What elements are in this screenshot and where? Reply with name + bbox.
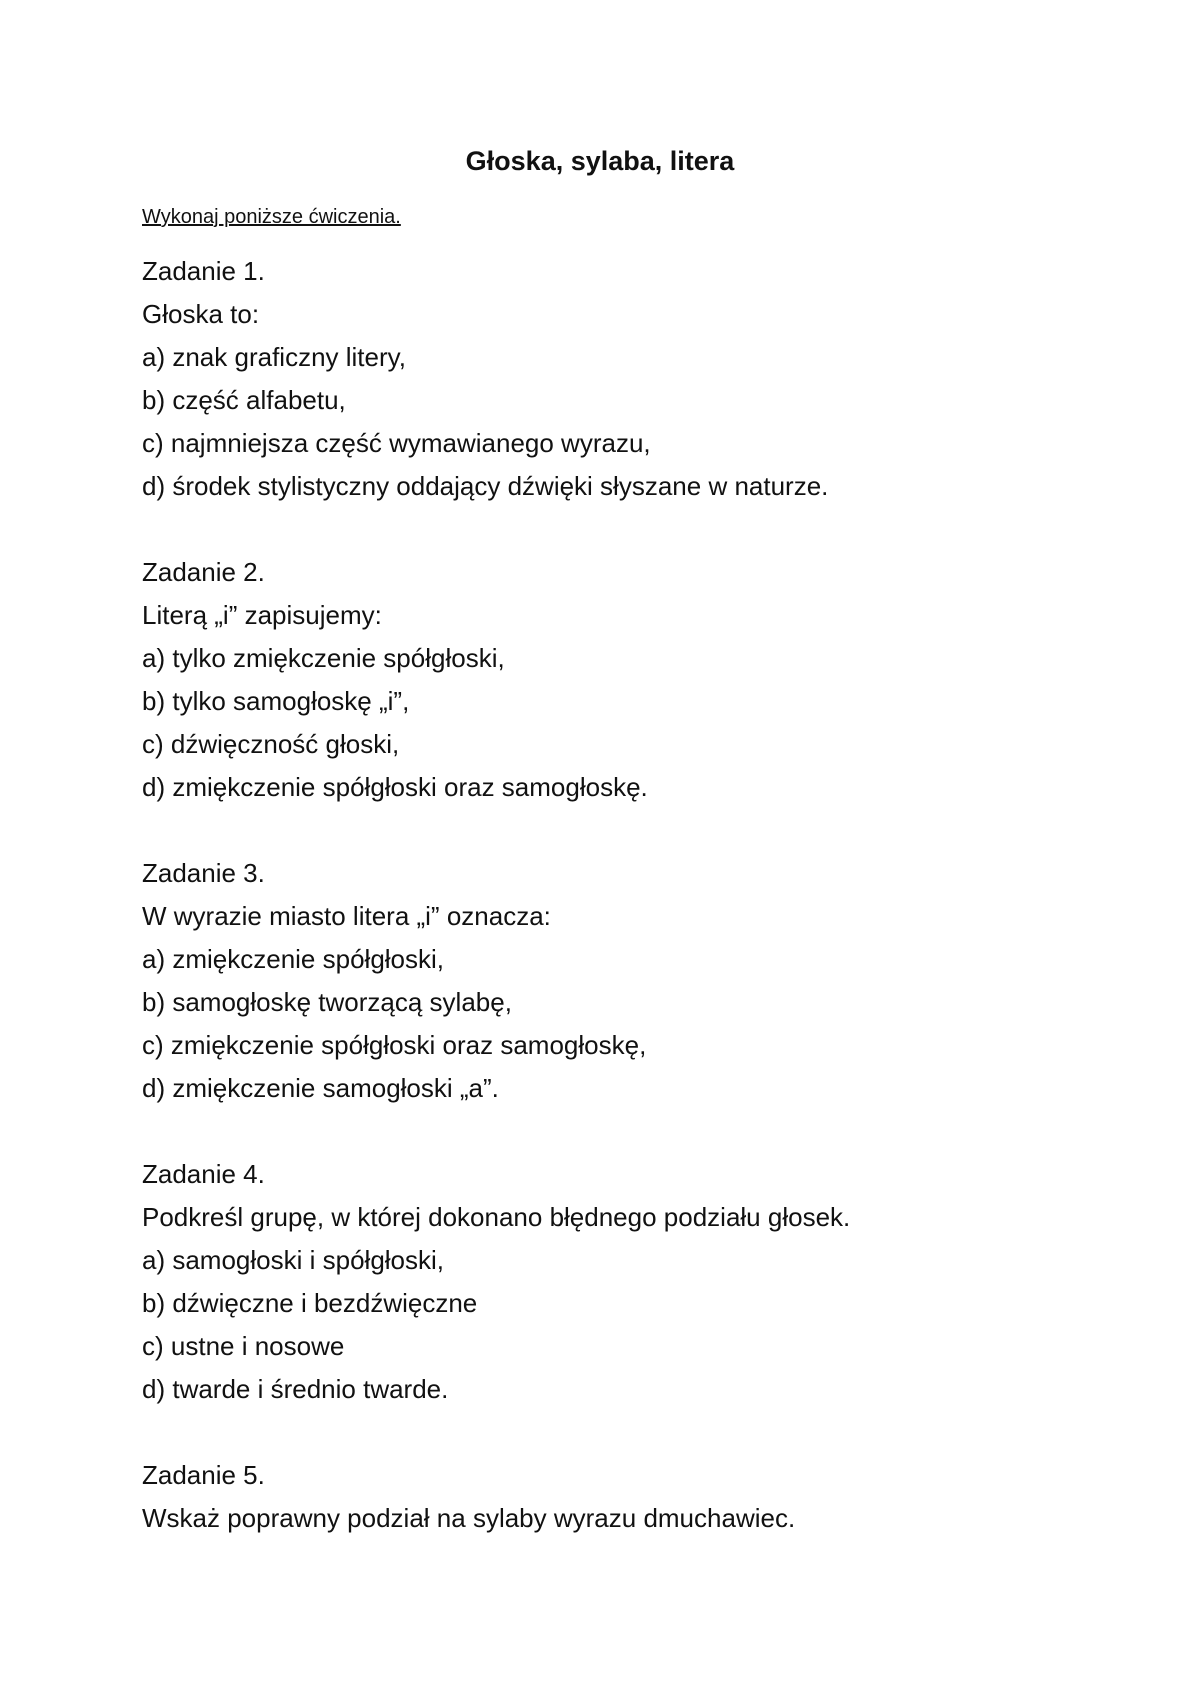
task-heading: Zadanie 4. xyxy=(142,1159,265,1189)
document-title: Głoska, sylaba, litera xyxy=(465,146,735,176)
task-option-a: a) samogłoski i spółgłoski, xyxy=(142,1245,445,1275)
task-option-d: d) środek stylistyczny oddający dźwięki słyszane w naturze. xyxy=(142,471,829,501)
task-option-c: c) najmniejsza część wymawianego wyrazu, xyxy=(142,428,651,458)
task-question: Wskaż poprawny podział na sylaby wyrazu dmuchawiec. xyxy=(142,1503,796,1533)
task-5 xyxy=(142,1454,1142,1540)
instruction-text: Wykonaj poniższe ćwiczenia. xyxy=(142,206,401,228)
task-heading: Zadanie 2. xyxy=(142,557,265,587)
task-option-b: b) tylko samogłoskę „i”, xyxy=(142,686,410,716)
task-option-c: c) dźwięczność głoski, xyxy=(142,729,400,759)
task-2 xyxy=(142,551,1142,809)
task-3 xyxy=(142,852,1142,1110)
task-option-d: d) zmiękczenie samogłoski „a”. xyxy=(142,1073,499,1103)
task-option-d: d) twarde i średnio twarde. xyxy=(142,1374,449,1404)
task-option-a: a) znak graficzny litery, xyxy=(142,342,406,372)
task-option-c: c) ustne i nosowe xyxy=(142,1331,345,1361)
task-option-d: d) zmiękczenie spółgłoski oraz samogłoskę. xyxy=(142,772,648,802)
task-question: Literą „i” zapisujemy: xyxy=(142,600,382,630)
task-list xyxy=(142,250,1142,1583)
task-option-a: a) zmiękczenie spółgłoski, xyxy=(142,944,445,974)
task-1 xyxy=(142,250,1142,508)
task-question: Podkreśl grupę, w której dokonano błędnego podziału głosek. xyxy=(142,1202,851,1232)
task-option-b: b) dźwięczne i bezdźwięczne xyxy=(142,1288,478,1318)
task-option-c: c) zmiękczenie spółgłoski oraz samogłoskę, xyxy=(142,1030,647,1060)
task-heading: Zadanie 3. xyxy=(142,858,265,888)
task-option-b: b) samogłoskę tworzącą sylabę, xyxy=(142,987,512,1017)
task-question: Głoska to: xyxy=(142,299,260,329)
task-heading: Zadanie 1. xyxy=(142,256,265,286)
task-4 xyxy=(142,1153,1142,1411)
task-question: W wyrazie miasto litera „i” oznacza: xyxy=(142,901,551,931)
task-heading: Zadanie 5. xyxy=(142,1460,265,1490)
task-option-a: a) tylko zmiękczenie spółgłoski, xyxy=(142,643,505,673)
task-option-b: b) część alfabetu, xyxy=(142,385,346,415)
